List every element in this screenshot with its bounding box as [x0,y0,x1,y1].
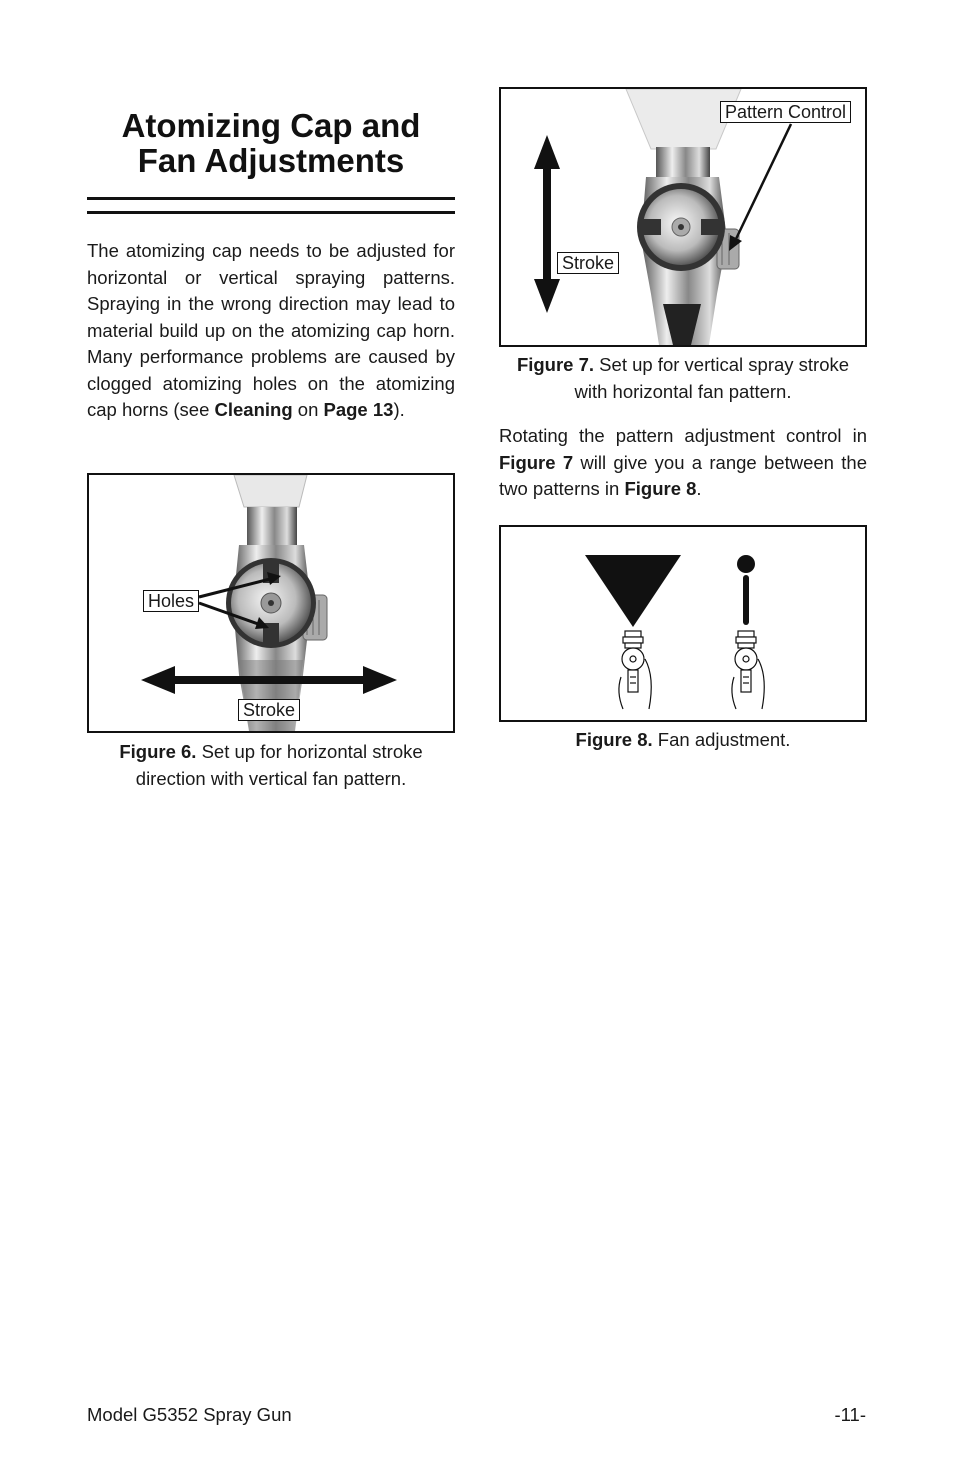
figure-7 [499,87,867,347]
figure-7-caption: Figure 7. Set up for vertical spray stroke with horizontal fan pattern. [516,354,850,402]
spray-gun-left-icon [619,631,651,709]
cleaning-reference: Cleaning [214,399,293,420]
title-line-2: Fan Adjustments [137,142,405,179]
holes-label: Holes [143,590,199,612]
figure-7-reference: Figure 7 [499,451,574,473]
intro-paragraph: The atomizing cap needs to be adjusted for horizontal or vertical spraying patterns. Spraying in the wrong direction may lead to material build up on the atomizing cap horn. Many performance problems are caused by clogged atomizing holes on the atomizing cap horns (see Cleaning on Page 13). [87,240,455,420]
fan-adjustment-illustration [501,527,865,720]
title-line-1: Atomizing Cap and [121,107,421,144]
wide-fan-pattern [585,555,681,627]
spray-gun-right-icon [732,631,764,709]
stroke-label: Stroke [238,699,300,721]
figure-6-caption: Figure 6. Set up for horizontal stroke direction with vertical fan pattern. [119,741,423,789]
page-reference: Page 13 [323,399,394,420]
stroke-label: Stroke [557,252,619,274]
footer-page-number: -11- [834,1404,866,1425]
narrow-pattern-line [743,575,749,625]
round-pattern-dot [737,555,755,573]
spray-gun-vertical-illustration [501,89,865,345]
figure-6 [87,473,455,733]
figure-8 [499,525,867,722]
title-rule-bottom [87,211,455,214]
figure-8-reference: Figure 8 [624,478,697,499]
title-rule-top [87,197,455,200]
figure-8-caption: Figure 8. Fan adjustment. [575,729,791,750]
page-title [87,108,455,178]
pattern-paragraph: Rotating the pattern adjustment control in Figure 7 will give you a range between the two patterns in Figure 8. [499,425,867,499]
footer-model: Model G5352 Spray Gun [87,1404,292,1425]
pattern-control-label: Pattern Control [720,101,851,123]
